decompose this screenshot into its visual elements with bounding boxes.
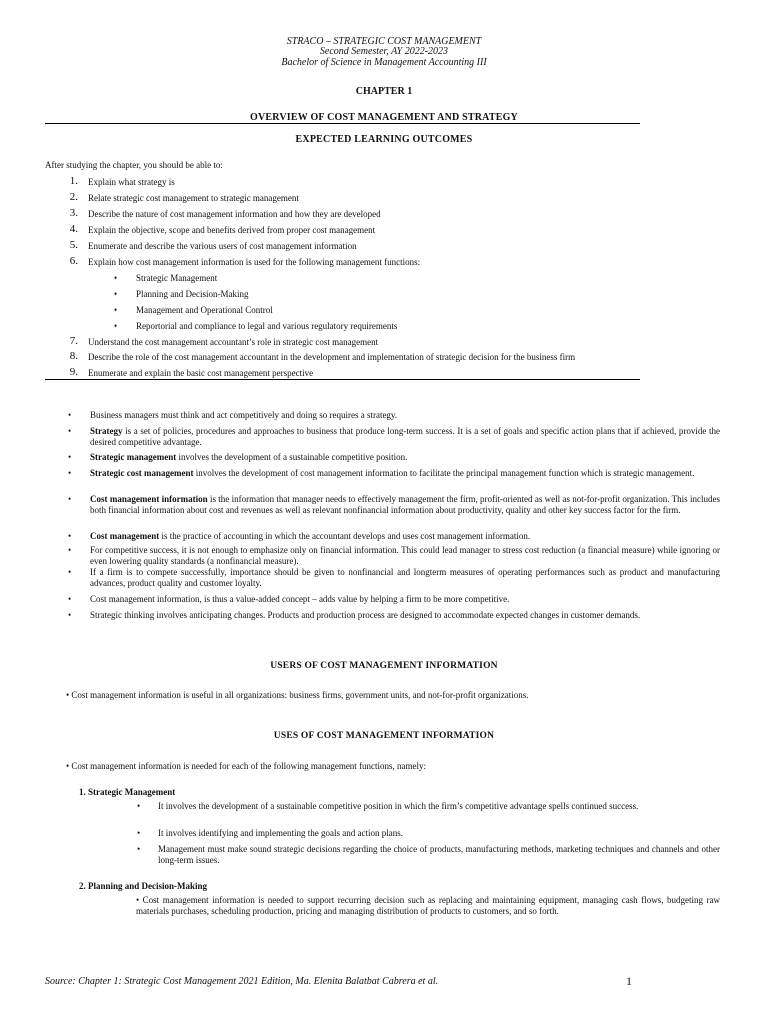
uses-heading: USES OF COST MANAGEMENT INFORMATION: [273, 731, 495, 741]
list-item: Cost management information, is thus a value-added concept – adds value by helping a firm to be more competitive.: [90, 594, 510, 604]
list-item-number: 7.: [69, 335, 78, 347]
list-item: Relate strategic cost management to strategic management: [88, 193, 299, 203]
list-item: If a firm is to compete successfully, importance should be given to nonfinancial and longterm measures of operating performances such as product and manufacturing advances, product quality and customer loyalty.: [90, 567, 720, 588]
planning-text: • Cost management information is needed to support recurring decision such as replacing and maintaining equipment, managing cash flows, budgeting raw materials purchases, scheduling production, pricing and managing distribution of products to customers, and so forth.: [136, 895, 720, 916]
bullet-icon: •: [68, 494, 72, 504]
chapter-number: CHAPTER 1: [355, 86, 413, 97]
bullet-icon: •: [114, 289, 118, 299]
list-item: Describe the role of the cost management accountant in the development and implementation of strategic decision for the business firm: [88, 352, 576, 362]
list-item-number: 2.: [69, 191, 78, 203]
bullet-icon: •: [114, 305, 118, 315]
page-number: 1: [626, 974, 632, 988]
list-item: Enumerate and describe the various users of cost management information: [88, 241, 357, 251]
list-item-number: 3.: [69, 207, 78, 219]
semester: Second Semester, AY 2022-2023: [319, 46, 449, 57]
chapter-title: OVERVIEW OF COST MANAGEMENT AND STRATEGY: [250, 112, 518, 123]
term: Cost management: [90, 531, 160, 541]
list-item: Strategic cost management involves the development of cost management information to facilitate the principal management function which is strategic management.: [90, 468, 695, 478]
bullet-icon: •: [68, 610, 72, 620]
list-item: Strategic management involves the development of a sustainable competitive position.: [90, 452, 408, 462]
list-item: For competitive success, it is not enough to emphasize only on financial information. This could lead manager to stress cost reduction (a financial measure) while ignoring or even lowering quality standards (a nonfinancial measure).: [90, 545, 720, 566]
bullet-icon: •: [68, 567, 72, 577]
bullet-icon: •: [68, 531, 72, 541]
divider: [45, 123, 640, 124]
footer-source: Source: Chapter 1: Strategic Cost Management 2021 Edition, Ma. Elenita Balatbat Cabrera et al.: [45, 976, 439, 987]
list-item: Strategy is a set of policies, procedures and approaches to business that produce long-term success. It is a set of goals and specific action plans that if achieved, provide the desired competitive advantage.: [90, 426, 720, 447]
uses-text: • Cost management information is needed for each of the following management functions, namely:: [66, 761, 427, 771]
bullet-icon: •: [68, 410, 72, 420]
users-text: • Cost management information is useful in all organizations: business firms, government units, and not-for-profit organizations.: [66, 690, 529, 700]
list-item: Cost management is the practice of accounting in which the accountant develops and uses cost management information.: [90, 531, 531, 541]
list-item: Enumerate and explain the basic cost management perspective: [88, 368, 314, 378]
list-item-number: 9.: [69, 366, 78, 378]
term: Cost management information: [90, 494, 208, 504]
list-item: It involves identifying and implementing the goals and action plans.: [158, 828, 403, 838]
list-item-number: 8.: [69, 350, 78, 362]
list-item: Describe the nature of cost management information and how they are developed: [88, 209, 381, 219]
list-item: Explain what strategy is: [88, 177, 175, 187]
bullet-icon: •: [68, 426, 72, 436]
list-item: Management must make sound strategic decisions regarding the choice of products, manufacturing methods, marketing techniques and channels and other long-term issues.: [158, 844, 720, 865]
function-item: Strategic Management: [136, 273, 218, 283]
list-item: Business managers must think and act competitively and doing so requires a strategy.: [90, 410, 398, 420]
function-item: Management and Operational Control: [136, 305, 273, 315]
program: Bachelor of Science in Management Accounting III: [281, 57, 487, 68]
planning-heading: 2. Planning and Decision-Making: [79, 881, 208, 891]
function-item: Reportorial and compliance to legal and various regulatory requirements: [136, 321, 398, 331]
list-item: It involves the development of a sustainable competitive position in which the firm’s competitive advantage spells continued success.: [158, 801, 639, 811]
list-item: Understand the cost management accountant’s role in strategic cost management: [88, 337, 379, 347]
list-item-number: 4.: [69, 223, 78, 235]
bullet-icon: •: [68, 594, 72, 604]
bullet-icon: •: [114, 273, 118, 283]
list-item: Explain how cost management information is used for the following management functions:: [88, 257, 421, 267]
bullet-icon: •: [137, 844, 141, 854]
intro-text: After studying the chapter, you should be able to:: [45, 160, 223, 170]
term: Strategy: [90, 426, 123, 436]
term: Strategic cost management: [90, 468, 194, 478]
course-title: STRACO – STRATEGIC COST MANAGEMENT: [286, 36, 482, 47]
outcomes-heading: EXPECTED LEARNING OUTCOMES: [295, 134, 473, 145]
function-item: Planning and Decision-Making: [136, 289, 249, 299]
bullet-icon: •: [68, 452, 72, 462]
bullet-icon: •: [114, 321, 118, 331]
divider: [45, 379, 640, 380]
bullet-icon: •: [68, 545, 72, 555]
list-item: Cost management information is the information that manager needs to effectively management the firm, profit-oriented as well as not-for-profit organization. This includes both financial information about cost and revenues as well as relevant nonfinancial information about productivity, quality and other key success factor for the firm.: [90, 494, 720, 515]
bullet-icon: •: [68, 468, 72, 478]
list-item-number: 5.: [69, 239, 78, 251]
list-item-number: 6.: [69, 255, 78, 267]
list-item: Explain the objective, scope and benefits derived from proper cost management: [88, 225, 376, 235]
bullet-icon: •: [137, 801, 141, 811]
term: Strategic management: [90, 452, 177, 462]
list-item-number: 1.: [69, 175, 78, 187]
strategic-heading: 1. Strategic Management: [79, 787, 176, 797]
bullet-icon: •: [137, 828, 141, 838]
list-item: Strategic thinking involves anticipating changes. Products and production process are designed to accommodate expected changes in customer demands.: [90, 610, 641, 620]
users-heading: USERS OF COST MANAGEMENT INFORMATION: [270, 661, 498, 671]
